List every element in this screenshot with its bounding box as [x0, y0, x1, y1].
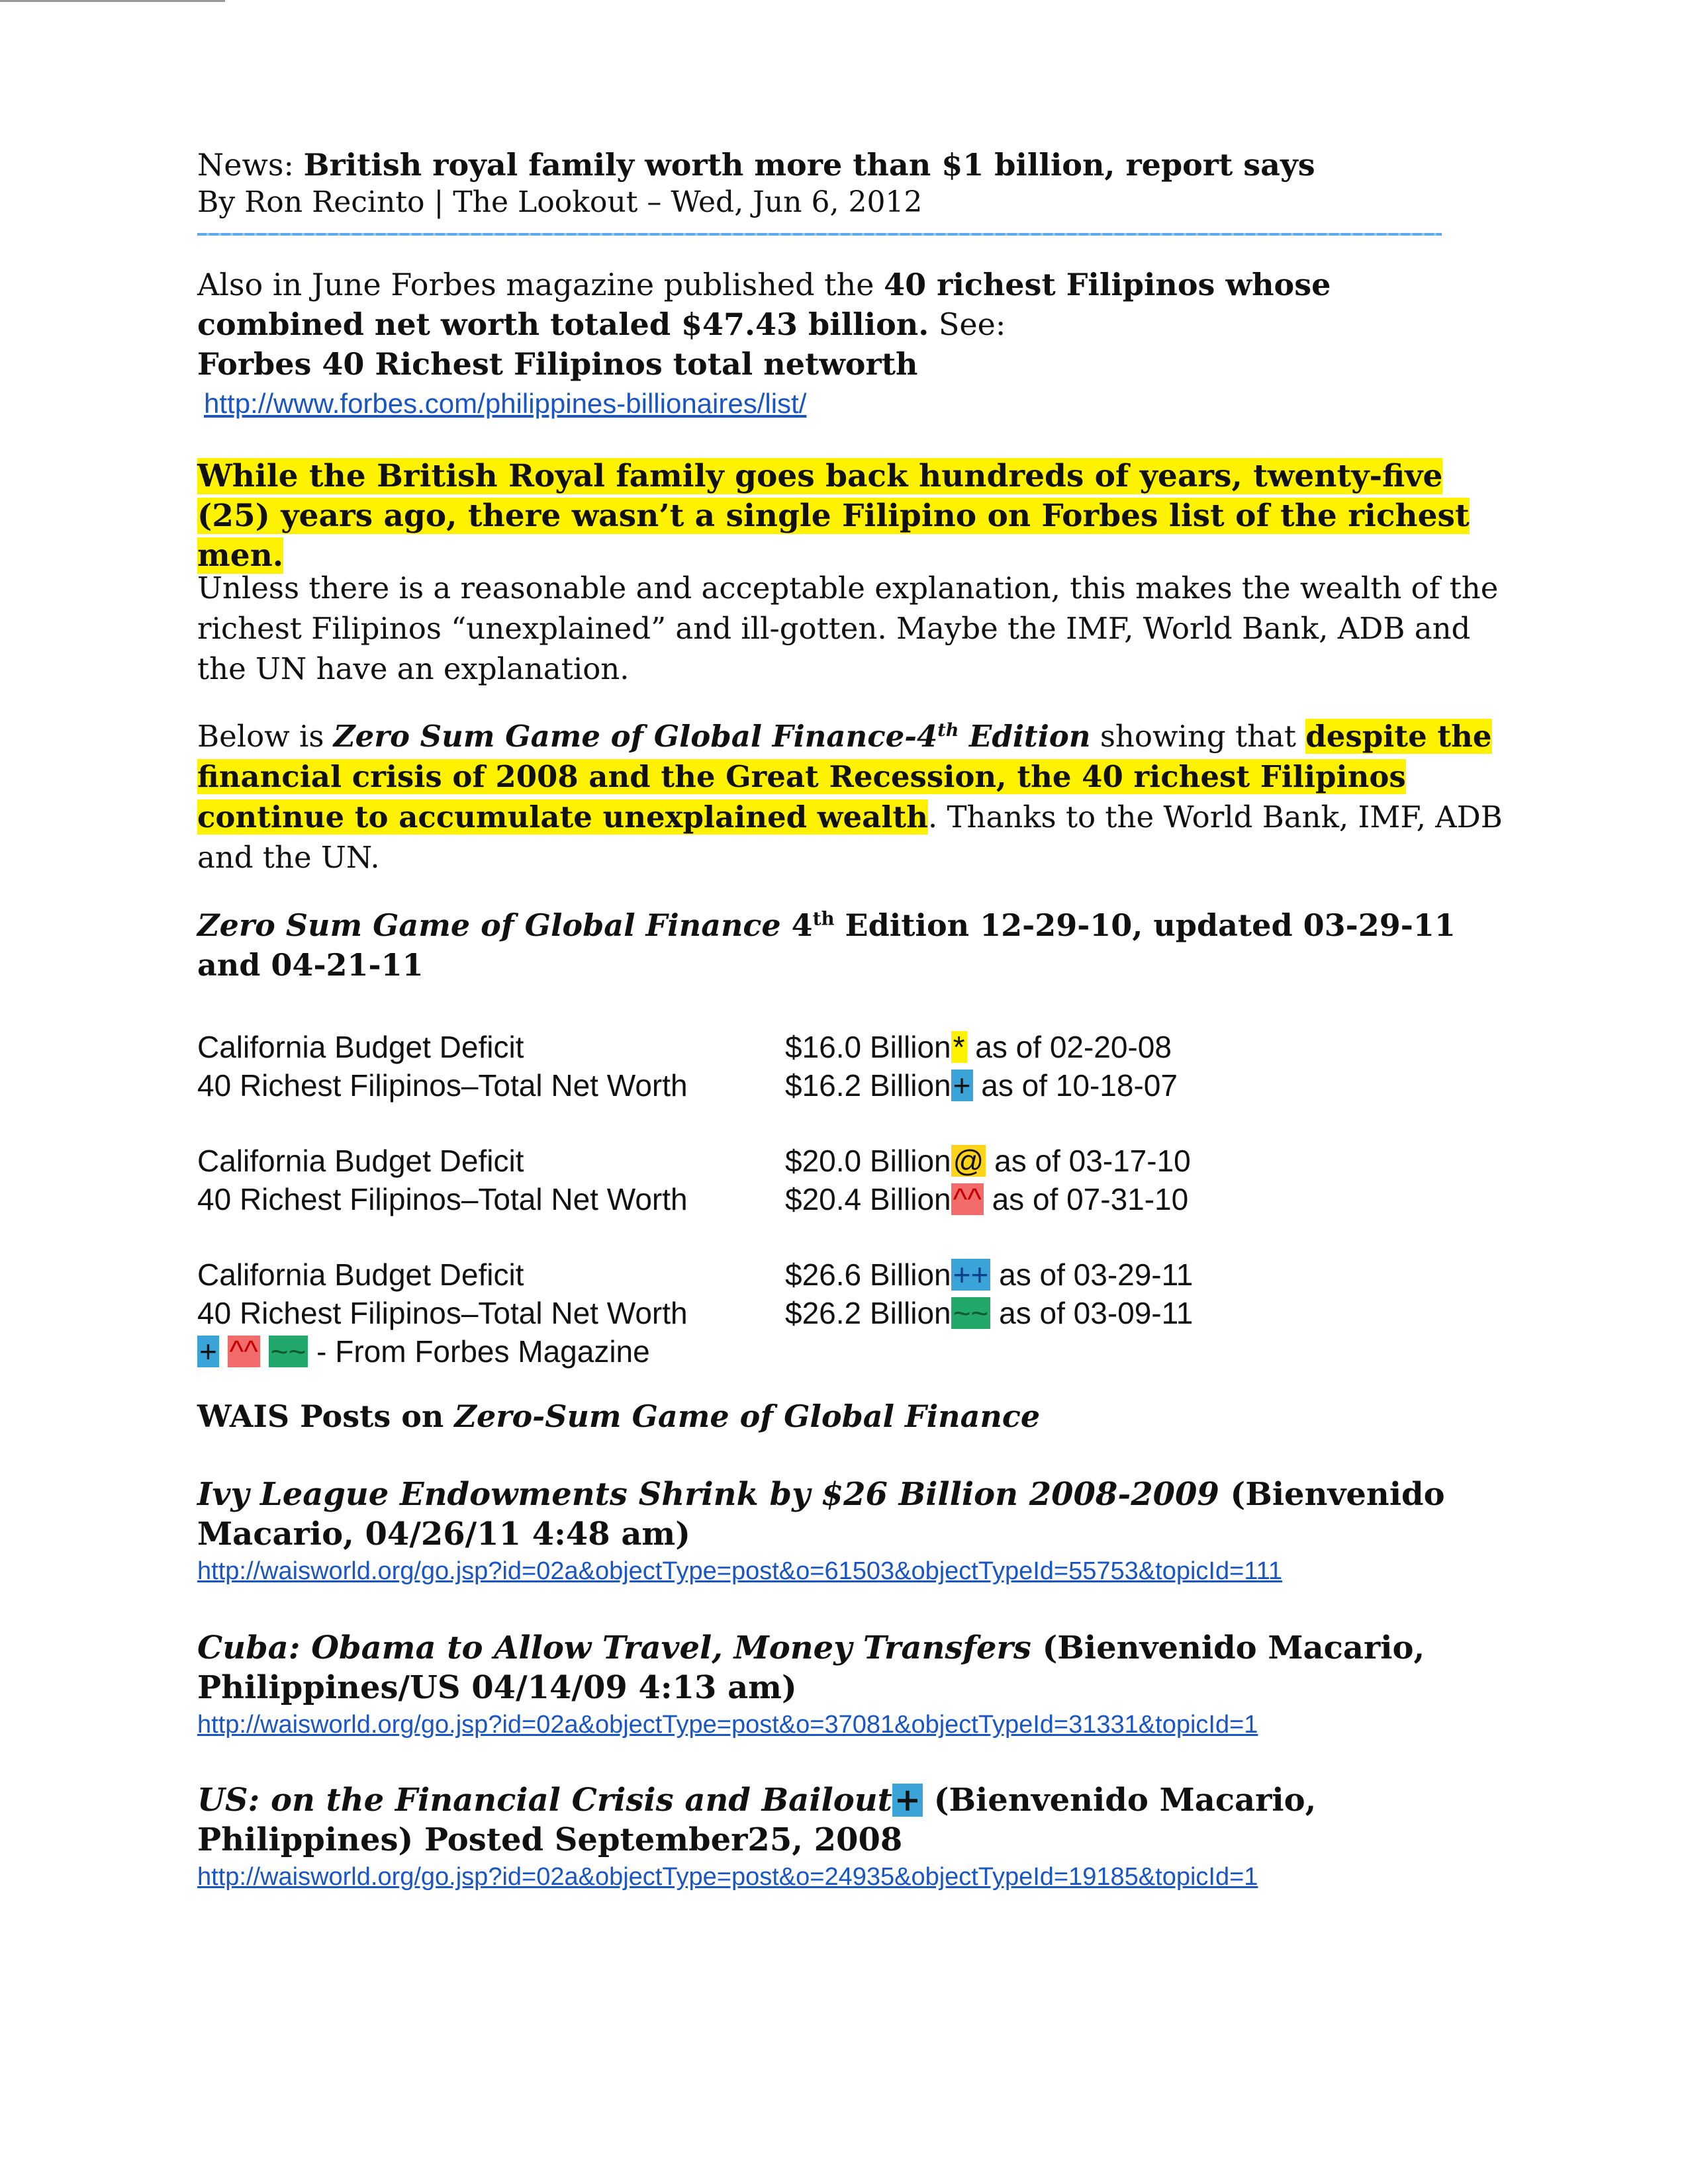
finance-amount: $26.2 Billion — [785, 1296, 951, 1330]
headline-title: British royal family worth more than $1 billion, report says — [303, 147, 1315, 183]
scan-top-rule — [0, 0, 225, 2]
tilde-marker: ~~ — [269, 1336, 308, 1367]
forbes-paragraph — [197, 265, 1508, 424]
news-prefix: News: — [197, 147, 304, 183]
wais-heading — [197, 1396, 1508, 1436]
caret-marker: ^^ — [228, 1336, 260, 1367]
source-note-text: - From Forbes Magazine — [308, 1334, 650, 1369]
source-note-line — [197, 1333, 650, 1370]
zsg-heading-italic: Zero Sum Game of Global Finance — [197, 907, 781, 943]
finance-amount: $26.6 Billion — [785, 1257, 951, 1292]
post-link[interactable]: http://waisworld.org/go.jsp?id=02a&objectType=post&o=37081&objectTypeId=31331&topicId=1 — [197, 1711, 1258, 1739]
finance-date: as of 03-17-10 — [986, 1144, 1191, 1178]
plus-marker: + — [197, 1336, 219, 1367]
finance-row-label: 40 Richest Filipinos–Total Net Worth — [197, 1182, 688, 1216]
forbes-see-text: See: — [929, 306, 1006, 342]
zsg-heading — [197, 905, 1508, 985]
zsg-title-a: Zero Sum Game of Global Finance-4 — [333, 719, 938, 754]
forbes-list-title: Forbes 40 Richest Filipinos total networth — [197, 346, 918, 382]
wais-post — [197, 1475, 1508, 1588]
zsg-title-sup: th — [937, 720, 959, 741]
zsg-title-b: Edition — [959, 719, 1091, 754]
news-headline — [197, 146, 1508, 184]
star-marker: * — [951, 1031, 967, 1063]
finance-date: as of 03-29-11 — [990, 1257, 1194, 1292]
unexplained-text: Unless there is a reasonable and acceptable explanation, this makes the wealth of the richest Filipinos “unexplained” and ill-gotten. Maybe the IMF, World Bank, ADB and the UN have an explanation. — [197, 570, 1499, 686]
finance-row-label: California Budget Deficit — [197, 1257, 524, 1292]
post-link[interactable]: http://waisworld.org/go.jsp?id=02a&objectType=post&o=61503&objectTypeId=55753&topicId=111 — [197, 1557, 1283, 1585]
finance-row-value — [785, 1067, 1178, 1104]
finance-row-label: 40 Richest Filipinos–Total Net Worth — [197, 1068, 688, 1103]
finance-date: as of 10-18-07 — [972, 1068, 1178, 1103]
finance-row-value — [785, 1028, 1172, 1066]
post-title: Ivy League Endowments Shrink by $26 Billion 2008-2009 — [197, 1476, 1219, 1513]
below-closing-text: . Thanks to the World Bank, IMF, ADB and the UN. — [197, 799, 1503, 875]
finance-row-value — [785, 1256, 1193, 1293]
zsg-heading-num: 4 — [780, 907, 813, 943]
finance-date: as of 02-20-08 — [966, 1030, 1172, 1064]
finance-date: as of 03-09-11 — [990, 1296, 1194, 1330]
at-marker: @ — [951, 1145, 986, 1177]
post-title: Cuba: Obama to Allow Travel, Money Transfers — [197, 1629, 1031, 1666]
finance-row-label: California Budget Deficit — [197, 1030, 524, 1064]
finance-row-label: 40 Richest Filipinos–Total Net Worth — [197, 1296, 688, 1330]
finance-amount: $16.0 Billion — [785, 1030, 951, 1064]
finance-date: as of 07-31-10 — [983, 1182, 1189, 1216]
below-highlight-text: despite the financial crisis of 2008 and the Great Recession, the 40 richest Filipinos continue to accumulate unexplained wealth — [197, 719, 1492, 835]
tilde-marker: ~~ — [951, 1297, 991, 1329]
royal-highlight-text: While the British Royal family goes back hundreds of years, twenty-five (25) years ago, there wasn’t a single Filipino on Forbes list of the richest men. — [197, 458, 1470, 574]
wais-heading-text: WAIS Posts on — [197, 1398, 455, 1434]
zsg-heading-rest: Edition 12-29-10, updated 03-29-11 and 04-21-11 — [197, 907, 1456, 983]
double-plus-marker: ++ — [951, 1259, 991, 1291]
below-showing-text: showing that — [1090, 719, 1306, 754]
finance-row-value — [785, 1181, 1188, 1218]
below-intro-text: Below is — [197, 719, 334, 754]
forbes-bold-text: 40 richest Filipinos whose combined net worth totaled $47.43 billion. — [197, 267, 1331, 342]
forbes-text: Also in June Forbes magazine published the — [197, 267, 884, 302]
finance-amount: $16.2 Billion — [785, 1068, 951, 1103]
forbes-list-link[interactable]: http://www.forbes.com/philippines-billionaires/list/ — [204, 388, 807, 419]
wais-post — [197, 1628, 1508, 1742]
finance-amount: $20.0 Billion — [785, 1144, 951, 1178]
post-meta: (Bienvenido Macario, 04/26/11 4:48 am) — [197, 1476, 1445, 1553]
finance-row-label: California Budget Deficit — [197, 1144, 524, 1178]
news-headline-block — [197, 146, 1508, 221]
royal-paragraph — [197, 457, 1508, 576]
zsg-title-inline — [334, 719, 1091, 754]
wais-post — [197, 1780, 1508, 1894]
below-paragraph — [197, 716, 1508, 878]
zsg-heading-sup: th — [812, 907, 835, 930]
post-link[interactable]: http://waisworld.org/go.jsp?id=02a&objectType=post&o=24935&objectTypeId=19185&topicId=1 — [197, 1863, 1258, 1891]
unexplained-paragraph — [197, 568, 1508, 689]
post-title: US: on the Financial Crisis and Bailout — [197, 1782, 892, 1819]
post-meta: (Bienvenido Macario, Philippines) Posted September25, 2008 — [197, 1782, 1317, 1858]
plus-marker: + — [892, 1784, 923, 1817]
wais-heading-italic: Zero-Sum Game of Global Finance — [454, 1398, 1041, 1434]
plus-marker: + — [951, 1069, 973, 1101]
finance-row-value — [785, 1295, 1193, 1332]
post-meta: (Bienvenido Macario, Philippines/US 04/14/09 4:13 am) — [197, 1629, 1425, 1706]
byline: By Ron Recinto | The Lookout – Wed, Jun 6, 2012 — [197, 185, 923, 219]
caret-marker: ^^ — [951, 1183, 984, 1215]
byline-divider — [197, 233, 1442, 236]
finance-row-value — [785, 1142, 1191, 1179]
finance-amount: $20.4 Billion — [785, 1182, 951, 1216]
